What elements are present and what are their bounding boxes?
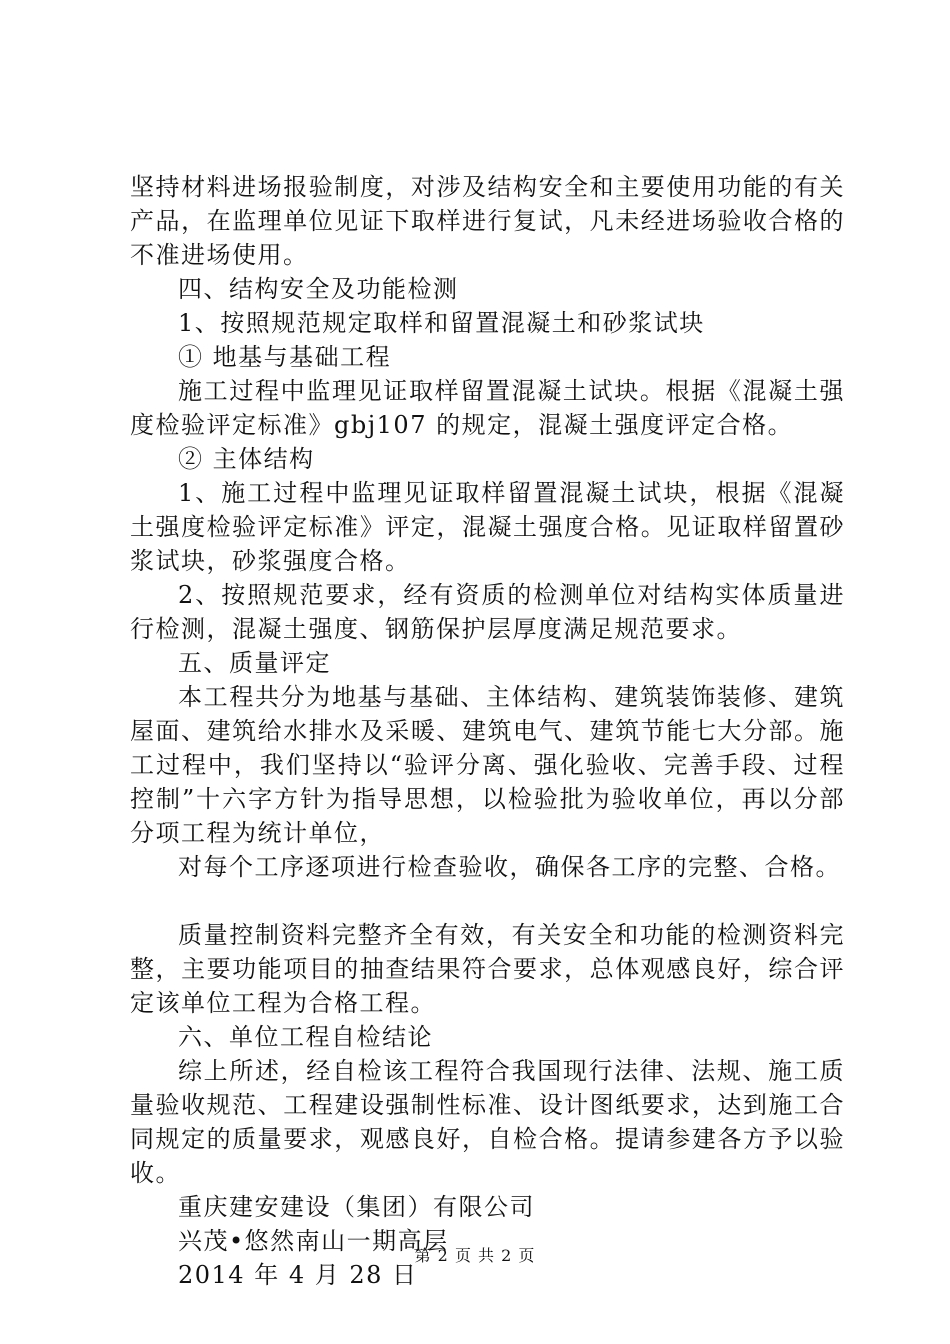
subsection-heading-sampling: 1、按照规范规定取样和留置混凝土和砂浆试块 — [178, 309, 705, 337]
document-body — [130, 170, 845, 1292]
paragraph-quality-divisions: 本工程共分为地基与基础、主体结构、建筑装饰装修、建筑屋面、建筑给水排水及采暖、建筑电气、建筑节能七大分部。施工过程中，我们坚持以“验评分离、强化验收、完善手段、过程控制”十六字方针为指导思想，以检验批为验收单位，再以分部分项工程为统计单位， — [130, 683, 845, 847]
paragraph-foundation-result: 施工过程中监理见证取样留置混凝土试块。根据《混凝土强度检验评定标准》gbj107 的规定，混凝土强度评定合格。 — [130, 377, 845, 439]
signature-date: 2014 年 4 月 28 日 — [178, 1261, 418, 1289]
paragraph-main-structure-1: 1、施工过程中监理见证取样留置混凝土试块，根据《混凝土强度检验评定标准》评定，混凝土强度合格。见证取样留置砂浆试块，砂浆强度合格。 — [130, 479, 845, 575]
signature-project: 兴茂•悠然南山一期高层 — [178, 1227, 449, 1255]
section-heading-6: 六、单位工程自检结论 — [178, 1023, 433, 1051]
section-heading-5: 五、质量评定 — [178, 649, 331, 677]
item-heading-foundation: ① 地基与基础工程 — [178, 343, 392, 371]
paragraph-quality-conclusion: 质量控制资料完整齐全有效，有关安全和功能的检测资料完整，主要功能项目的抽查结果符合要求，总体观感良好，综合评定该单位工程为合格工程。 — [130, 921, 845, 1017]
paragraph-gap — [130, 884, 845, 918]
paragraph-process-inspection: 对每个工序逐项进行检查验收，确保各工序的完整、合格。 — [178, 853, 841, 881]
paragraph-self-inspection-conclusion: 综上所述，经自检该工程符合我国现行法律、法规、施工质量验收规范、工程建设强制性标准、设计图纸要求，达到施工合同规定的质量要求，观感良好，自检合格。提请参建各方予以验收。 — [130, 1057, 845, 1187]
paragraph-main-structure-2: 2、按照规范要求，经有资质的检测单位对结构实体质量进行检测，混凝土强度、钢筋保护层厚度满足规范要求。 — [130, 581, 845, 643]
section-heading-4: 四、结构安全及功能检测 — [178, 275, 459, 303]
paragraph-material-inspection: 坚持材料进场报验制度，对涉及结构安全和主要使用功能的有关产品，在监理单位见证下取样进行复试，凡未经进场验收合格的不准进场使用。 — [130, 173, 845, 269]
item-heading-main-structure: ② 主体结构 — [178, 445, 315, 473]
signature-company: 重庆建安建设（集团）有限公司 — [178, 1193, 535, 1221]
page-number-footer: 第 2 页 共 2 页 — [414, 1246, 536, 1265]
